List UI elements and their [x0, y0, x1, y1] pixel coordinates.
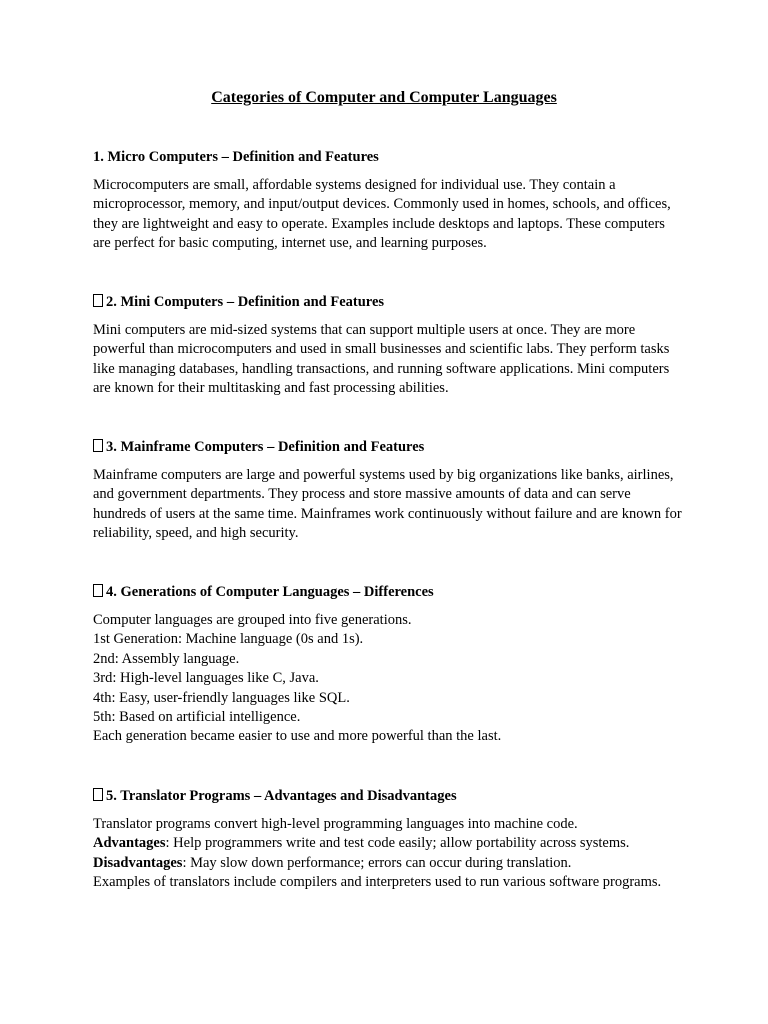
- section-language-generations: [93, 583, 683, 747]
- section-mainframe-computers: [93, 438, 683, 544]
- missing-glyph-icon: [93, 439, 103, 452]
- advantages-label: Advantages: [93, 835, 166, 852]
- translator-intro: Translator programs convert high-level programming languages into machine code.: [93, 816, 578, 832]
- section-heading-text: 4. Generations of Computer Languages – Differences: [106, 584, 434, 600]
- section-mini-computers: [93, 293, 683, 399]
- list-item: 1st Generation: Machine language (0s and 1s).: [93, 631, 364, 648]
- section-paragraph: Microcomputers are small, affordable systems designed for individual use. They contain a microprocessor, memory, and input/output devices. Commonly used in homes, schools, and offices, they are lightweight and easy to operate. Examples include desktops and laptops. These computers are perfect for basic computing, internet use, and learning purposes.: [93, 177, 671, 252]
- generations-list: [93, 611, 683, 747]
- section-heading: [93, 148, 683, 166]
- missing-glyph-icon: [93, 788, 103, 801]
- list-item: 5th: Based on artificial intelligence.: [93, 709, 301, 726]
- section-heading: [93, 583, 683, 601]
- disadvantages-line: [93, 854, 683, 873]
- section-heading: [93, 787, 683, 805]
- section-micro-computers: [93, 148, 683, 254]
- missing-glyph-icon: [93, 584, 103, 597]
- missing-glyph-icon: [93, 294, 103, 307]
- advantages-line: [93, 834, 683, 853]
- list-item: Each generation became easier to use and more powerful than the last.: [93, 728, 502, 745]
- disadvantages-text: : May slow down performance; errors can occur during translation.: [182, 854, 572, 871]
- section-heading-text: 2. Mini Computers – Definition and Features: [106, 294, 385, 310]
- section-translator-programs: [93, 787, 683, 893]
- section-heading-text: 5. Translator Programs – Advantages and Disadvantages: [106, 788, 457, 804]
- list-item: 4th: Easy, user-friendly languages like SQL.: [93, 689, 350, 706]
- section-heading: [93, 438, 683, 456]
- section-paragraph: Mini computers are mid-sized systems that can support multiple users at once. They are more powerful than microcomputers and used in small businesses and scientific labs. They perform tasks like managing databases, handling transactions, and running software applications. Mini computers are known for their multitasking and fast processing abilities.: [93, 322, 670, 397]
- document-title: Categories of Computer and Computer Languages: [211, 89, 557, 106]
- list-item: 3rd: High-level languages like C, Java.: [93, 670, 319, 687]
- list-item: 2nd: Assembly language.: [93, 650, 240, 667]
- advantages-text: : Help programmers write and test code easily; allow portability across systems.: [165, 835, 630, 852]
- section-heading-text: 3. Mainframe Computers – Definition and Features: [106, 439, 425, 455]
- disadvantages-label: Disadvantages: [93, 854, 183, 871]
- section-heading: [93, 293, 683, 311]
- section-heading-text: 1. Micro Computers – Definition and Features: [93, 149, 379, 165]
- list-item: Computer languages are grouped into five generations.: [93, 612, 412, 628]
- translator-outro: Examples of translators include compilers and interpreters used to run various software programs.: [93, 874, 662, 891]
- section-paragraph: Mainframe computers are large and powerful systems used by big organizations like banks, airlines, and government departments. They process and store massive amounts of data and can serve hundreds of users at the same time. Mainframes work continuously without failure and are known for reliability, speed, and high security.: [93, 467, 682, 542]
